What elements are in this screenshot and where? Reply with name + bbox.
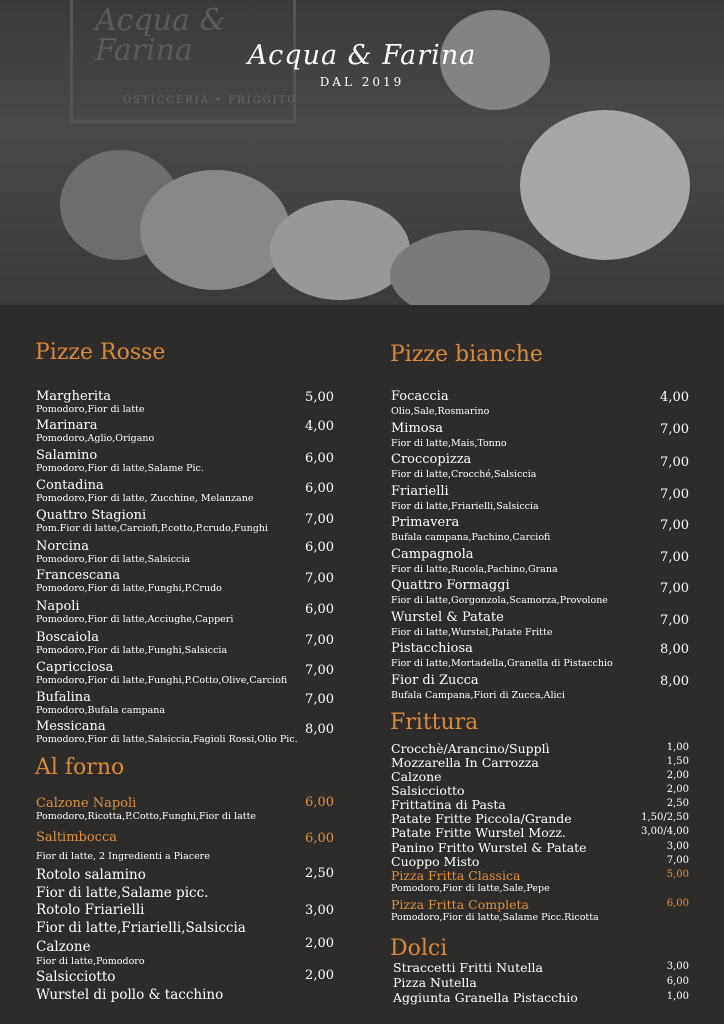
item-description: Pomodoro,Fior di latte,Acciughe,Capperi: [36, 614, 234, 625]
item-name: Quattro Stagioni: [36, 508, 147, 523]
menu-item: [391, 812, 572, 826]
menu-item: [36, 631, 227, 656]
item-name: Salsicciotto: [36, 969, 116, 985]
item-name: Primavera: [391, 515, 460, 530]
item-description: Pom.Fior di latte,Carciofi,P.cotto,P.crudo,Funghi: [36, 523, 268, 534]
item-name: Pistacchiosa: [391, 641, 473, 656]
menu-item: [391, 548, 558, 575]
menu-item: [36, 901, 246, 937]
menu-item: [391, 742, 550, 756]
item-name: Aggiunta Granella Pistacchio: [393, 990, 578, 1005]
menu-item: [36, 968, 223, 1004]
item-description: Pomodoro,Fior di latte,Funghi,P.Crudo: [36, 583, 222, 594]
item-price: 7,00: [660, 518, 689, 533]
item-price: 7,00: [305, 692, 334, 707]
item-price: 8,00: [660, 674, 689, 689]
item-description: Olio,Sale,Rosmarino: [391, 406, 490, 417]
menu-item: [36, 691, 165, 716]
menu-item: [36, 540, 190, 565]
item-price: 6,00: [666, 898, 689, 909]
item-name: Friarielli: [391, 484, 449, 499]
item-description: Fior di latte,Wurstel,Patate Fritte: [391, 627, 553, 638]
menu-item: [36, 569, 222, 594]
item-description: Fior di latte,Gorgonzola,Scamorza,Provolone: [391, 595, 608, 606]
item-price: 4,00: [305, 419, 334, 434]
item-description: Fior di latte,Friarielli,Salsiccia: [391, 501, 539, 512]
section-title-pizze-rosse: Pizze Rosse: [35, 340, 166, 365]
item-description: Fior di latte,Pomodoro: [36, 956, 145, 967]
item-description: Pomodoro,Fior di latte,Salame Pic.: [36, 463, 204, 474]
item-price: 7,00: [305, 512, 334, 527]
item-description: Bufala campana,Pachino,Carciofi: [391, 532, 551, 543]
item-description: Pomodoro,Ricotta,P.Cotto,Funghi,Fior di latte: [36, 811, 257, 822]
item-name: Capricciosa: [36, 660, 114, 675]
section-title-frittura: Frittura: [390, 710, 479, 735]
item-price: 6,00: [305, 831, 334, 846]
item-name: Calzone: [36, 939, 91, 955]
item-price: 5,00: [666, 869, 689, 880]
item-name: Cuoppo Misto: [391, 854, 480, 869]
item-price: 2,00: [305, 936, 334, 951]
item-price: 2,50: [666, 798, 689, 809]
item-price: 7,00: [666, 855, 689, 866]
item-description: Wurstel di pollo & tacchino: [36, 987, 224, 1003]
item-name: Croccopizza: [391, 452, 472, 467]
bun-shape: [140, 170, 290, 290]
item-name: Wurstel & Patate: [391, 610, 504, 625]
item-name: Mimosa: [391, 421, 444, 436]
item-description: Pomodoro,Fior di latte,Sale,Pepe: [391, 883, 550, 894]
menu-item: [391, 642, 613, 669]
menu-item: [391, 869, 550, 894]
item-price: 7,00: [305, 633, 334, 648]
item-name: Patate Fritte Wurstel Mozz.: [391, 825, 566, 840]
menu-item: [391, 453, 536, 480]
menu-item: [36, 479, 253, 504]
item-description: Fior di latte, 2 Ingredienti a Piacere: [36, 851, 210, 862]
item-name: Saltimbocca: [36, 830, 117, 845]
menu-item: [393, 976, 477, 990]
menu-item: [391, 422, 507, 449]
item-name: Rotolo salamino: [36, 867, 146, 883]
item-name: Rotolo Friarielli: [36, 902, 145, 918]
menu-item: [391, 674, 565, 701]
item-name: Frittatina di Pasta: [391, 797, 506, 812]
item-description: Fior di latte,Mais,Tonno: [391, 438, 507, 449]
item-price: 7,00: [660, 550, 689, 565]
item-price: 7,00: [660, 581, 689, 596]
item-name: Crocchè/Arancino/Supplì: [391, 741, 550, 756]
menu-item: [391, 770, 442, 784]
brand-name: Acqua & Farina: [247, 40, 477, 71]
item-name: Napoli: [36, 599, 80, 614]
item-description: Fior di latte,Rucola,Pachino,Grana: [391, 564, 558, 575]
section-title-al-forno: Al forno: [35, 755, 125, 780]
item-description: Pomodoro,Fior di latte, Zucchine, Melanzane: [36, 493, 254, 504]
item-name: Calzone: [391, 769, 442, 784]
bun-shape: [270, 200, 410, 300]
item-name: Pizza Fritta Completa: [391, 897, 529, 912]
item-price: 4,00: [660, 390, 689, 405]
item-price: 6,00: [305, 481, 334, 496]
item-name: Salsicciotto: [391, 783, 465, 798]
menu-item: [391, 579, 608, 606]
item-description: Pomodoro,Fior di latte,Salame Picc.Ricotta: [391, 912, 599, 923]
menu-item: [393, 991, 578, 1005]
menu-item: [391, 756, 539, 770]
item-price: 7,00: [660, 613, 689, 628]
sign-line: OSTICCERIA • FRIGGITO: [123, 95, 298, 106]
menu-item: [391, 516, 550, 543]
item-name: Contadina: [36, 478, 104, 493]
menu-item: [391, 841, 587, 855]
menu-item: [36, 449, 204, 474]
item-name: Focaccia: [391, 389, 449, 404]
item-price: 6,00: [305, 602, 334, 617]
item-price: 2,00: [666, 770, 689, 781]
item-description: Fior di latte,Mortadella,Granella di Pistacchio: [391, 658, 613, 669]
item-description: Pomodoro,Fior di latte,Salsiccia: [36, 554, 191, 565]
brand-since: DAL 2019: [319, 75, 405, 89]
menu-item: [36, 866, 208, 902]
menu-item: [36, 509, 268, 534]
item-name: Salamino: [36, 448, 98, 463]
item-description: Fior di latte,Salame picc.: [36, 885, 209, 901]
sign-script: Acqua & Farina: [95, 3, 227, 68]
item-name: Calzone Napoli: [36, 796, 137, 811]
item-price: 7,00: [305, 663, 334, 678]
item-name: Bufalina: [36, 690, 91, 705]
dough-shape: [520, 110, 690, 260]
item-price: 1,00: [666, 742, 689, 753]
item-name: Pizza Fritta Classica: [391, 868, 521, 883]
item-price: 6,00: [666, 976, 689, 987]
item-description: Fior di latte,Friarielli,Salsiccia: [36, 920, 246, 936]
item-name: Campagnola: [391, 547, 474, 562]
item-name: Mozzarella In Carrozza: [391, 755, 539, 770]
item-name: Straccetti Fritti Nutella: [393, 960, 543, 975]
item-price: 6,00: [305, 451, 334, 466]
brand-block: [0, 40, 724, 89]
item-price: 7,00: [660, 487, 689, 502]
item-name: Panino Fritto Wurstel & Patate: [391, 840, 587, 855]
item-price: 1,00: [666, 991, 689, 1002]
item-name: Quattro Formaggi: [391, 578, 510, 593]
menu-item: [391, 826, 566, 840]
item-price: 3,00: [305, 903, 334, 918]
menu-item: [391, 798, 506, 812]
menu-item: [36, 720, 298, 745]
menu-item: [36, 938, 145, 967]
item-name: Messicana: [36, 719, 106, 734]
menu-item: [36, 831, 210, 862]
menu-item: [391, 611, 552, 638]
item-price: 7,00: [305, 571, 334, 586]
menu-item: [391, 485, 539, 512]
item-price: 2,00: [305, 968, 334, 983]
item-name: Francescana: [36, 568, 121, 583]
item-price: 6,00: [305, 540, 334, 555]
item-description: Bufala Campana,Fiori di Zucca,Alici: [391, 690, 565, 701]
menu-item: [391, 390, 489, 417]
menu-item: [393, 961, 543, 975]
item-price: 2,50: [305, 866, 334, 881]
item-name: Marinara: [36, 418, 98, 433]
item-name: Pizza Nutella: [393, 975, 477, 990]
item-price: 5,00: [305, 390, 334, 405]
item-name: Norcina: [36, 539, 89, 554]
item-description: Pomodoro,Fior di latte,Funghi,Salsiccia: [36, 645, 228, 656]
menu-item: [391, 784, 465, 798]
item-price: 6,00: [305, 795, 334, 810]
item-name: Fior di Zucca: [391, 673, 479, 688]
item-description: Pomodoro,Fior di latte,Funghi,P.Cotto,Olive,Carciofi: [36, 675, 288, 686]
item-price: 3,00: [666, 841, 689, 852]
item-name: Boscaiola: [36, 630, 99, 645]
item-price: 1,50/2,50: [641, 812, 689, 823]
item-description: Pomodoro,Fior di latte: [36, 404, 145, 415]
item-price: 8,00: [660, 642, 689, 657]
item-name: Patate Fritte Piccola/Grande: [391, 811, 572, 826]
item-description: Pomodoro,Fior di latte,Salsiccia,Fagioli Rossi,Olio Pic.: [36, 734, 298, 745]
menu-item: [36, 797, 256, 822]
menu-item: [36, 600, 233, 625]
bun-shape: [390, 230, 550, 305]
item-price: 7,00: [660, 455, 689, 470]
section-title-dolci: Dolci: [390, 936, 448, 961]
item-price: 8,00: [305, 722, 334, 737]
item-price: 7,00: [660, 422, 689, 437]
menu-item: [36, 419, 154, 444]
menu-item: [391, 855, 479, 869]
item-name: Margherita: [36, 389, 112, 404]
menu-item: [36, 661, 287, 686]
item-description: Pomodoro,Bufala campana: [36, 705, 166, 716]
item-description: Fior di latte,Crocché,Salsiccia: [391, 469, 537, 480]
item-price: 1,50: [666, 756, 689, 767]
menu-item: [36, 390, 145, 415]
item-price: 3,00: [666, 961, 689, 972]
item-description: Pomodoro,Aglio,Origano: [36, 433, 155, 444]
section-title-pizze-bianche: Pizze bianche: [390, 342, 543, 367]
item-price: 3,00/4,00: [641, 826, 689, 837]
item-price: 2,00: [666, 784, 689, 795]
menu-item: [391, 898, 599, 923]
